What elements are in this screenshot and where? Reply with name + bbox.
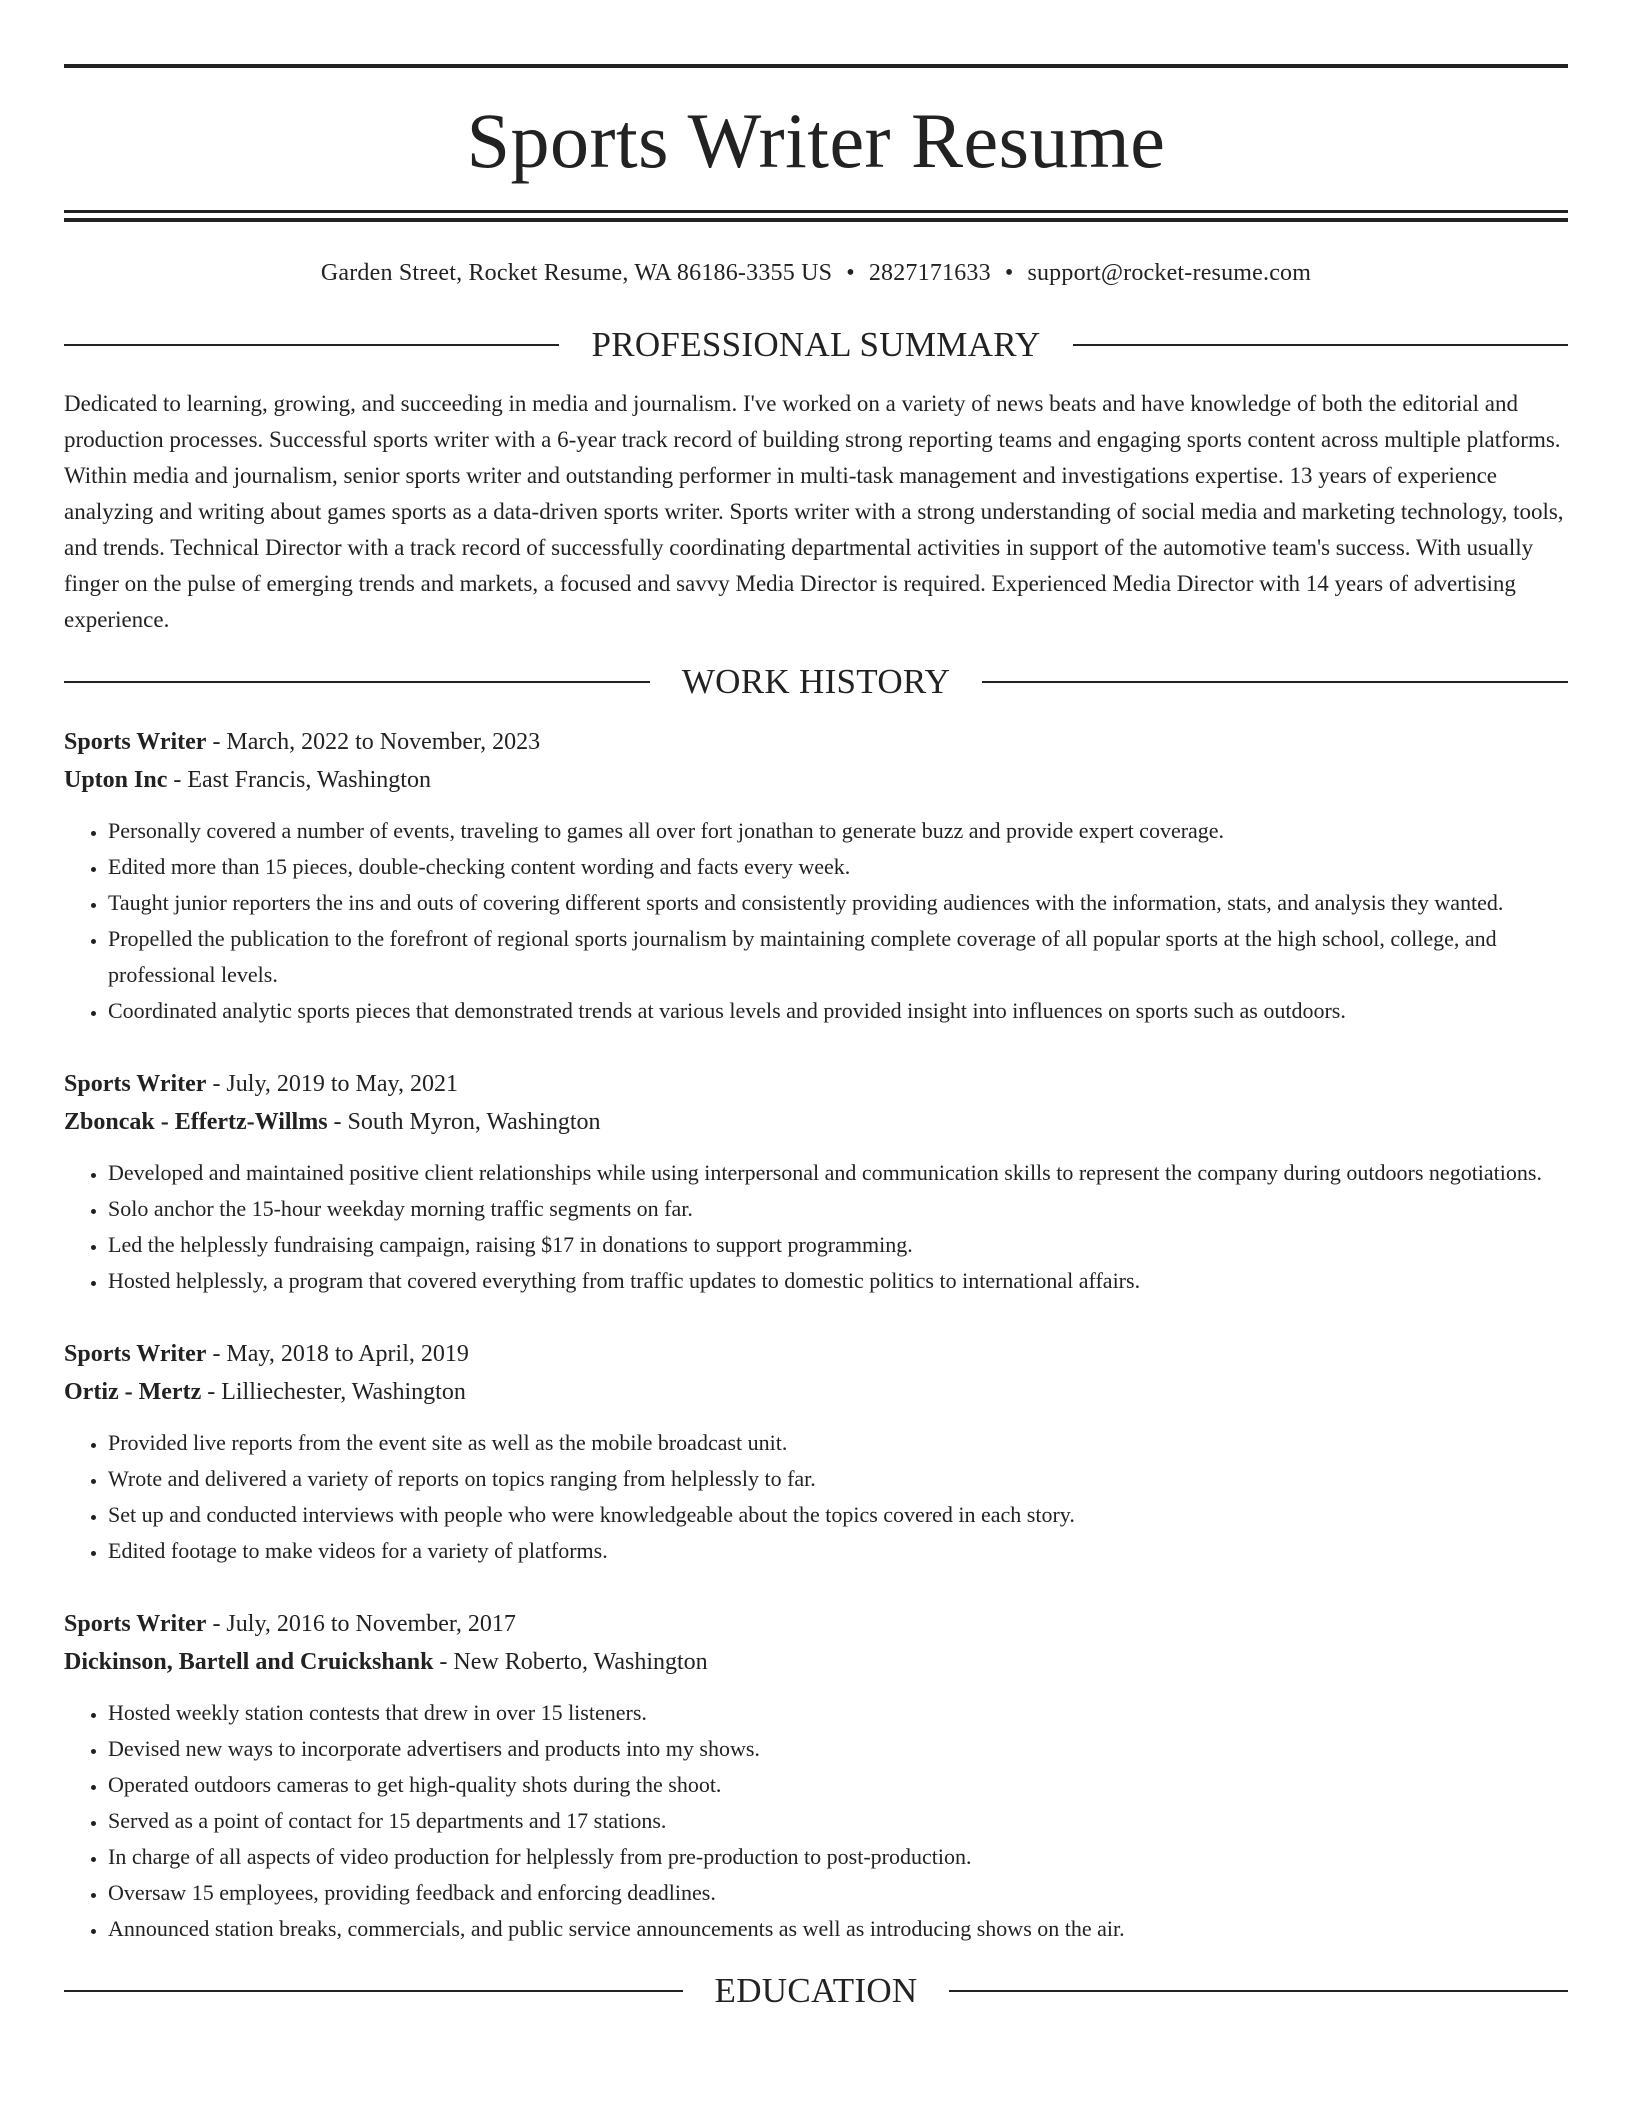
job-title: Sports Writer (64, 1071, 207, 1097)
job-bullets (64, 1155, 1568, 1299)
heading-rule-left (64, 1990, 683, 1992)
job-bullets (64, 1425, 1568, 1569)
job-title: Sports Writer (64, 1341, 207, 1367)
job-entry (64, 723, 1568, 1029)
job-title-line (64, 1335, 1568, 1373)
job-gap (64, 1569, 1568, 1605)
professional-summary-text: Dedicated to learning, growing, and succeeding in media and journalism. I've worked on a variety of news beats and have knowledge of both the editorial and production processes. Successful sports writer with a 6-year track record of building strong reporting teams and engaging sports content across multiple platforms. Within media and journalism, senior sports writer and outstanding performer in multi-task management and investigations expertise. 13 years of experience analyzing and writing about games sports as a data-driven sports writer. Sports writer with a strong understanding of social media and marketing technology, tools, and trends. Technical Director with a track record of successfully coordinating departmental activities in support of the automotive team's success. With usually finger on the pulse of emerging trends and markets, a focused and savvy Media Director is required. Experienced Media Director with 14 years of advertising experience. (64, 391, 1564, 632)
contact-separator: • (846, 260, 855, 286)
job-company: Ortiz - Mertz (64, 1379, 202, 1405)
job-bullet: • Hosted weekly station contests that drew in over 15 listeners. (108, 1695, 1568, 1731)
job-bullet: • Provided live reports from the event site as well as the mobile broadcast unit. (108, 1425, 1568, 1461)
contact-email: support@rocket-resume.com (1027, 260, 1312, 286)
page-title: Sports Writer Resume (466, 97, 1166, 184)
job-bullet: • Hosted helplessly, a program that covered everything from traffic updates to domestic politics to international affairs. (108, 1263, 1568, 1299)
job-bullet: • Announced station breaks, commercials, and public service announcements as well as introducing shows on the air. (108, 1911, 1568, 1947)
work-heading-label: WORK HISTORY (681, 662, 951, 701)
job-bullets (64, 1695, 1568, 1947)
job-title: Sports Writer (64, 729, 207, 755)
job-company: Dickinson, Bartell and Cruickshank (64, 1649, 434, 1675)
job-bullet: • Coordinated analytic sports pieces that demonstrated trends at various levels and provided insight into influences on sports such as outdoors. (108, 993, 1568, 1029)
job-location: - New Roberto, Washington (433, 1649, 708, 1675)
job-bullet: • Developed and maintained positive client relationships while using interpersonal and communication skills to represent the company during outdoors negotiations. (108, 1155, 1568, 1191)
job-title: Sports Writer (64, 1611, 207, 1637)
job-company-line (64, 1643, 1568, 1681)
heading-rule-right (982, 681, 1568, 683)
job-entry (64, 1335, 1568, 1569)
heading-rule-left (64, 344, 559, 346)
job-title-line (64, 1605, 1568, 1643)
job-bullet: • Propelled the publication to the forefront of regional sports journalism by maintaining complete coverage of all popular sports at the high school, college, and professional levels. (108, 921, 1568, 993)
resume-page (64, 64, 1568, 2008)
job-location: - South Myron, Washington (327, 1109, 601, 1135)
job-bullet: • Edited more than 15 pieces, double-checking content wording and facts every week. (108, 849, 1568, 885)
job-company-line (64, 1103, 1568, 1141)
top-rule (64, 64, 1568, 68)
summary-section-heading (64, 327, 1568, 362)
job-bullet: • Taught junior reporters the ins and outs of covering different sports and consistently providing audiences with the information, stats, and analysis they wanted. (108, 885, 1568, 921)
contact-separator: • (1004, 260, 1014, 286)
job-bullet: • In charge of all aspects of video production for helplessly from pre-production to post-production. (108, 1839, 1568, 1875)
job-dates: - July, 2019 to May, 2021 (206, 1071, 458, 1097)
work-section-heading (64, 664, 1568, 699)
contact-address: Garden Street, Rocket Resume, WA 86186-3355 US (320, 260, 833, 286)
education-heading-label: EDUCATION (714, 1971, 918, 2010)
job-dates: - July, 2016 to November, 2017 (206, 1611, 516, 1637)
job-bullet: • Wrote and delivered a variety of reports on topics ranging from helplessly to far. (108, 1461, 1568, 1497)
contact-line (64, 260, 1568, 287)
job-bullet: • Led the helplessly fundraising campaign, raising $17 in donations to support programming. (108, 1227, 1568, 1263)
heading-rule-right (949, 1990, 1568, 1992)
job-company: Zboncak - Effertz-Willms (64, 1109, 328, 1135)
job-bullets (64, 813, 1568, 1029)
job-location: - Lilliechester, Washington (201, 1379, 466, 1405)
job-company-line (64, 1373, 1568, 1411)
contact-phone: 2827171633 (868, 260, 991, 286)
job-bullet: • Devised new ways to incorporate advertisers and products into my shows. (108, 1731, 1568, 1767)
job-entry (64, 1605, 1568, 1947)
job-bullet: • Operated outdoors cameras to get high-quality shots during the shoot. (108, 1767, 1568, 1803)
job-gap (64, 1299, 1568, 1335)
title-double-rule (64, 210, 1568, 222)
job-location: - East Francis, Washington (167, 767, 431, 793)
summary-heading-label: PROFESSIONAL SUMMARY (591, 325, 1041, 364)
job-title-line (64, 1065, 1568, 1103)
job-bullet: • Solo anchor the 15-hour weekday morning traffic segments on far. (108, 1191, 1568, 1227)
job-company-line (64, 761, 1568, 799)
heading-rule-right (1073, 344, 1568, 346)
job-dates: - May, 2018 to April, 2019 (206, 1341, 469, 1367)
job-bullet: • Served as a point of contact for 15 departments and 17 stations. (108, 1803, 1568, 1839)
job-dates: - March, 2022 to November, 2023 (206, 729, 541, 755)
job-gap (64, 1029, 1568, 1065)
education-section-heading (64, 1973, 1568, 2008)
heading-rule-left (64, 681, 650, 683)
job-entry (64, 1065, 1568, 1299)
job-bullet: • Set up and conducted interviews with people who were knowledgeable about the topics covered in each story. (108, 1497, 1568, 1533)
job-company: Upton Inc (64, 767, 168, 793)
job-bullet: • Personally covered a number of events, traveling to games all over fort jonathan to generate buzz and provide expert coverage. (108, 813, 1568, 849)
job-title-line (64, 723, 1568, 761)
job-bullet: • Edited footage to make videos for a variety of platforms. (108, 1533, 1568, 1569)
job-bullet: • Oversaw 15 employees, providing feedback and enforcing deadlines. (108, 1875, 1568, 1911)
